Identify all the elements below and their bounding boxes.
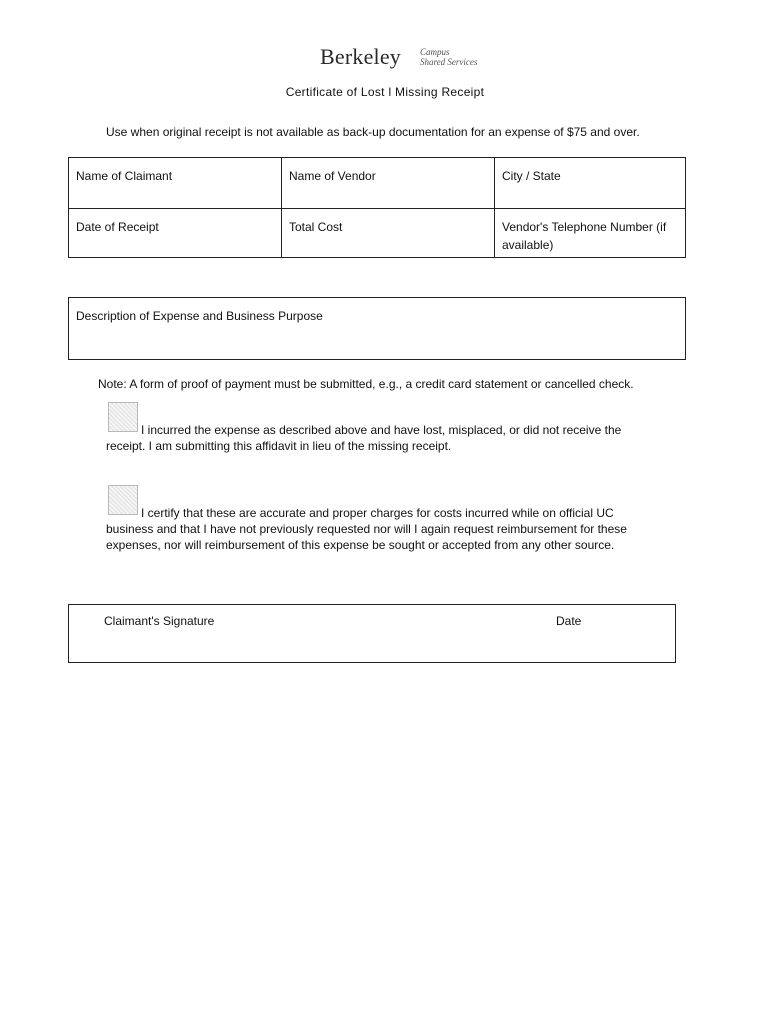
name-of-claimant-field[interactable] bbox=[69, 158, 281, 208]
affidavit-certify-line1: I certify that these are accurate and proper charges for costs incurred while on official UC bbox=[141, 506, 614, 520]
affidavit-lost-receipt-line1: I incurred the expense as described above and have lost, misplaced, or did not receive the bbox=[141, 423, 622, 437]
affidavit-certify-checkbox[interactable] bbox=[108, 485, 138, 515]
form-title: Certificate of Lost l Missing Receipt bbox=[285, 85, 485, 99]
logo-subtitle-line2: Shared Services bbox=[420, 57, 478, 67]
affidavit-certify-line3: expenses, nor will reimbursement of this expense be sought or accepted from any other source. bbox=[106, 538, 615, 552]
field-label: Total Cost bbox=[289, 220, 343, 234]
affidavit-certify-line2: business and that I have not previously requested nor will I again request reimbursement for these bbox=[106, 522, 627, 536]
description-field[interactable] bbox=[68, 297, 686, 360]
logo-subtitle bbox=[420, 47, 490, 67]
name-of-vendor-field[interactable] bbox=[282, 158, 494, 208]
field-label: Name of Vendor bbox=[289, 169, 376, 183]
total-cost-field[interactable] bbox=[282, 209, 494, 257]
signature-box[interactable] bbox=[68, 604, 676, 663]
field-label: Vendor's Telephone Number (if available) bbox=[502, 220, 667, 252]
intro-text: Use when original receipt is not available as back-up documentation for an expense of $75 and over. bbox=[106, 125, 640, 139]
claim-details-table bbox=[68, 157, 686, 258]
affidavit-lost-receipt-checkbox[interactable] bbox=[108, 402, 138, 432]
affidavit-lost-receipt-line2: receipt. I am submitting this affidavit in lieu of the missing receipt. bbox=[106, 439, 452, 453]
berkeley-logo bbox=[320, 44, 478, 74]
field-label: Date of Receipt bbox=[76, 220, 159, 234]
date-of-receipt-field[interactable] bbox=[69, 209, 281, 257]
field-label: City / State bbox=[502, 169, 561, 183]
logo-wordmark: Berkeley bbox=[320, 44, 402, 69]
description-label: Description of Expense and Business Purpose bbox=[76, 309, 323, 323]
logo-subtitle-line1: Campus bbox=[420, 47, 450, 57]
claimant-signature-label: Claimant's Signature bbox=[104, 614, 215, 628]
city-state-field[interactable] bbox=[495, 158, 685, 208]
date-label: Date bbox=[556, 614, 582, 628]
vendor-telephone-field[interactable] bbox=[495, 209, 685, 257]
payment-proof-note: Note: A form of proof of payment must be submitted, e.g., a credit card statement or cancelled check. bbox=[98, 377, 634, 391]
field-label: Name of Claimant bbox=[76, 169, 173, 183]
